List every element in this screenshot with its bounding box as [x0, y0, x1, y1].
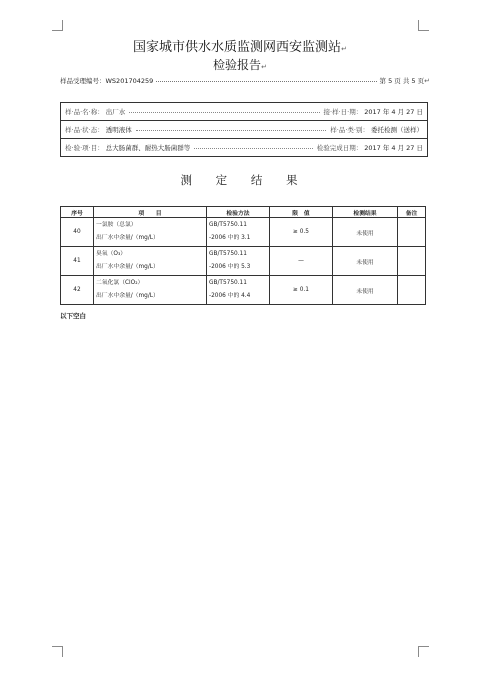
column-header-limit: 限 值: [270, 207, 333, 218]
table-row: [61, 276, 426, 305]
cell-item: [94, 247, 207, 276]
dotted-leader: [194, 144, 313, 149]
heading-char: 定: [215, 173, 230, 187]
column-header-result: 检测结果: [333, 207, 398, 218]
method-clause: -2006 中的 3.1: [209, 235, 251, 241]
info-value: 出厂水: [105, 108, 126, 116]
sample-id-value: WS201704259: [105, 76, 154, 85]
cell-no: 40: [61, 218, 94, 247]
method-standard: GB/T5750.11: [209, 280, 247, 286]
info-value: 委托检测（送样）: [371, 126, 423, 134]
column-header-method: 检验方法: [207, 207, 270, 218]
column-header-item: 项 目: [94, 207, 207, 218]
info-value: 2017 年 4 月 27 日: [364, 108, 423, 116]
column-header-note: 备注: [398, 207, 426, 218]
heading-char: 测: [180, 173, 195, 187]
cell-note: [398, 247, 426, 276]
page-corner-mark-top-right: [418, 20, 429, 31]
sample-info-box: [60, 102, 428, 157]
table-header-row: [61, 207, 426, 218]
dotted-leader: [129, 108, 319, 113]
info-value: 2017 年 4 月 27 日: [364, 144, 423, 152]
cell-item: [94, 276, 207, 305]
method-standard: GB/T5750.11: [209, 222, 247, 228]
cell-limit: —: [270, 247, 333, 276]
heading-char: 果: [285, 173, 300, 187]
results-heading: [0, 172, 480, 188]
page-corner-mark-bottom-right: [418, 646, 429, 657]
cell-method: [207, 218, 270, 247]
info-value: 透明液体: [105, 126, 132, 134]
dotted-leader: [136, 126, 327, 131]
dotted-leader: [156, 77, 376, 82]
info-row-test-items: [61, 139, 427, 156]
report-subtitle-text: 检验报告: [213, 58, 262, 72]
info-label: 检验完成日期：: [316, 144, 363, 152]
cell-result: 未使用: [333, 218, 398, 247]
report-subtitle: [0, 56, 480, 73]
results-table: [60, 206, 426, 305]
page-corner-mark-bottom-left: [52, 646, 63, 657]
cell-limit: ≥ 0.5: [270, 218, 333, 247]
report-title-text: 国家城市供水水质监测网西安监测站: [133, 40, 342, 55]
method-clause: -2006 中的 4.4: [209, 293, 251, 299]
sample-id-line: [60, 76, 430, 85]
table-row: [61, 247, 426, 276]
info-row-sample-state: [61, 121, 427, 139]
cell-no: 42: [61, 276, 94, 305]
page-corner-mark-top-left: [52, 20, 63, 31]
cell-item: [94, 218, 207, 247]
method-standard: GB/T5750.11: [209, 251, 247, 257]
info-row-sample-name: [61, 103, 427, 121]
cell-limit: ≥ 0.1: [270, 276, 333, 305]
heading-char: 结: [250, 173, 265, 187]
item-unit: 出厂水中余量/（mg/L）: [96, 293, 159, 299]
info-label: 样·品·名·称：: [65, 108, 104, 116]
cell-no: 41: [61, 247, 94, 276]
cell-note: [398, 218, 426, 247]
cell-note: [398, 276, 426, 305]
paragraph-mark: ↵: [424, 76, 430, 85]
report-title: [0, 36, 480, 55]
paragraph-mark: ↵: [341, 45, 347, 53]
item-name: 二氧化氯（ClO₂）: [96, 280, 144, 286]
item-unit: 出厂水中余量/（mg/L）: [96, 264, 159, 270]
sample-id-label: 样品受理编号：: [60, 77, 106, 85]
info-label: 样·品·类·别：: [330, 126, 369, 134]
cell-method: [207, 276, 270, 305]
cell-result: 未使用: [333, 276, 398, 305]
column-header-no: 序号: [61, 207, 94, 218]
item-unit: 出厂水中余量/（mg/L）: [96, 235, 159, 241]
info-label: 检·验·项·目：: [65, 144, 104, 152]
item-name: 一氯胺（总氯）: [96, 222, 137, 228]
info-value: 总大肠菌群、耐热大肠菌群等: [105, 144, 191, 152]
item-name: 臭氧（O₃）: [96, 251, 127, 257]
page-info: 第 5 页 共 5 页: [379, 77, 425, 85]
blank-below-note: 以下空白: [60, 312, 86, 320]
method-clause: -2006 中的 5.3: [209, 264, 251, 270]
table-row: [61, 218, 426, 247]
info-label: 接·样·日·期：: [323, 108, 363, 116]
cell-method: [207, 247, 270, 276]
paragraph-mark: ↵: [261, 63, 267, 71]
cell-result: 未使用: [333, 247, 398, 276]
info-label: 样·品·状·态：: [65, 126, 104, 134]
